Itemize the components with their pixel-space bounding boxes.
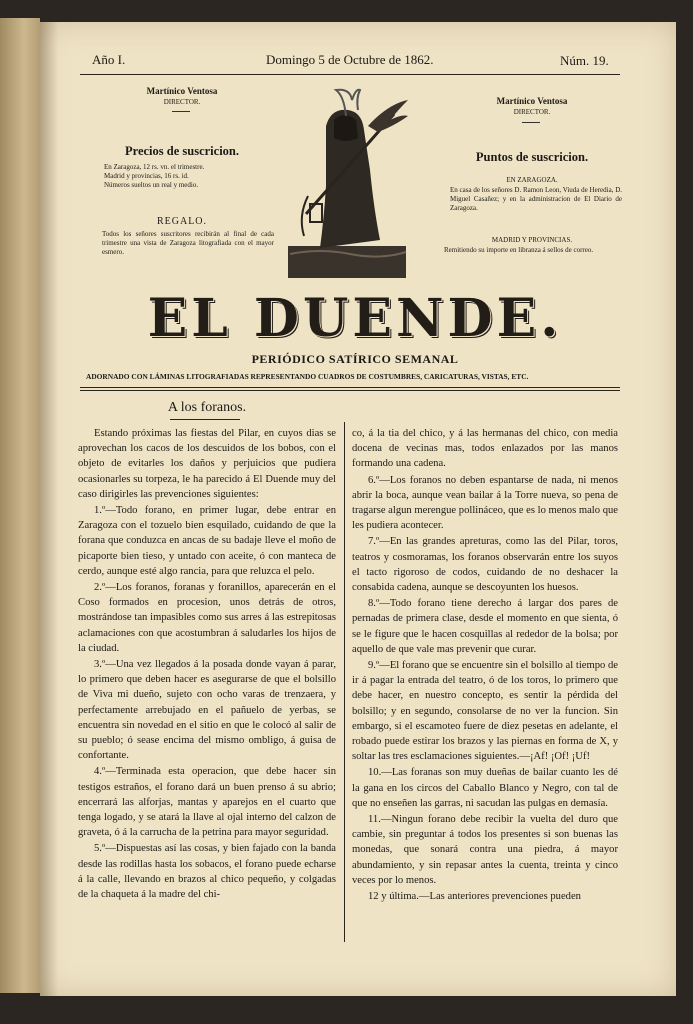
right-divider bbox=[522, 122, 540, 123]
column-divider bbox=[344, 422, 345, 942]
price-line: Números sueltos un real y medio. bbox=[104, 181, 199, 189]
article-paragraph: Estando próximas las fiestas del Pilar, en cuyos dias se aprovechan los cacos de los descuidos de los bobos, con el objeto de evitarles los daños y perjuicios que pudiera ocasionarles su torpeza, le ha parecido á El Duende muy del caso dirigirles las prevenciones siguientes: bbox=[78, 428, 336, 500]
binding-backing bbox=[0, 18, 40, 993]
article-paragraph: 6.º—Los foranos no deben espantarse de nada, ni menos abrir la boca, aunque vean bailar á la Torre nueva, so pena de tragarse algun merengue pollináceo, que es lo menos malo que les pudiera acontecer. bbox=[352, 474, 618, 532]
right-director-name: Martínico Ventosa bbox=[496, 96, 568, 106]
tagline-rule-bottom bbox=[80, 390, 620, 391]
gift-title: REGALO. bbox=[156, 216, 208, 227]
price-line: Madrid y provincias, 16 rs. id. bbox=[104, 172, 189, 180]
article-column-left bbox=[78, 426, 336, 903]
article-paragraph: 7.º—En las grandes apreturas, como las del Pilar, toros, teatros y cosmoramas, los foranos observarán entre los suyos el tacto rigoroso de codos, cuidando de no deshacer la consabida cadena, aunque se descoyunten los huesos. bbox=[352, 536, 618, 594]
newspaper-page bbox=[40, 22, 676, 996]
newspaper-title: EL DUENDE. bbox=[147, 288, 563, 349]
issue-number: Núm. 19. bbox=[560, 53, 609, 68]
article-paragraph: co, á la tia del chico, y á las hermanas del chico, con media docena de vecinas mas, todos enlazados por las manos formando una cadena. bbox=[352, 428, 618, 470]
article-paragraph: 8.º—Todo forano tiene derecho á largar dos pares de pernadas de primera clase, desde el momento en que sienta, ó se le figure que le hacen cosquillas al rededor de la bolsa; por aquello de que vale mas prevenir que curar. bbox=[352, 598, 618, 655]
prices-title: Precios de suscricion. bbox=[125, 144, 239, 158]
newspaper-tagline: ADORNADO CON LÁMINAS LITOGRAFIADAS REPRESENTANDO CUADROS DE COSTUMBRES, CARICATURAS, VISTAS, ETC. bbox=[86, 372, 529, 381]
right-director-role: DIRECTOR. bbox=[513, 108, 551, 116]
left-divider bbox=[172, 111, 190, 112]
article-paragraph: 5.º—Dispuestas así las cosas, y bien fajado con la banda desde las rodillas hasta los sobacos, el forano puede echarse á la calle, llevando en brazos al chico pequeño, y colgadas de la chaqueta á la madre del chi- bbox=[78, 843, 336, 901]
issue-date: Domingo 5 de Octubre de 1862. bbox=[266, 52, 434, 67]
tagline-rule-top bbox=[80, 387, 620, 388]
article-paragraph: 4.º—Terminada esta operacion, que debe hacer sin testigos estraños, el forano dará un buen prenso á su abrio; encerrará las alforjas, mantas y aparejos en el cuarto que tenga logado, y se atará la llave al ojal interno del calzon de graveta, ó á la carrucha de la petrina para mayor seguridad. bbox=[78, 766, 336, 839]
article-paragraph: 10.—Las foranas son muy dueñas de bailar cuanto les dé la gana en los circos del Caballo Blanco y Negro, con tal de que no enseñen las garras, ni sacudan las pulgas en demasía. bbox=[352, 767, 618, 809]
madrid-label: MADRID Y PROVINCIAS. bbox=[491, 236, 573, 244]
heading-rule bbox=[170, 419, 240, 420]
newspaper-subtitle: PERIÓDICO SATÍRICO SEMANAL bbox=[251, 352, 459, 366]
article-paragraph: 2.º—Los foranos, foranas y foranillos, aparecerán en el Coso formados en procesion, unos detrás de otros, mostrándose tan impasibles como sus arres á las estrepitosas aclamaciones con que acostumbran á saludarles los hijos de la ciudad. bbox=[78, 582, 336, 654]
hooded-figure-illustration bbox=[286, 86, 411, 280]
gift-text: Todos los señores suscritores recibirán al final de cada trimestre una vista de Zaragoza litografiada con el mayor esmero. bbox=[102, 230, 274, 256]
price-line: En Zaragoza, 12 rs. vn. el trimestre. bbox=[104, 163, 205, 171]
article-paragraph: 3.º—Una vez llegados á la posada donde vayan á parar, lo primero que deben hacer es asegurarse de que el bolsillo de Viva mi dueño, sujeto con ocho varas de trenzaera, y perfectamente arrebujado en el pañuelo de yerbas, se encuentra sin novedad en el sitio en que le colocó al salir de su pueblo; ó sease encima del mismo ombligo, á guisa de confortante. bbox=[78, 659, 336, 762]
issue-year: Año I. bbox=[92, 52, 126, 67]
points-title: Puntos de suscricion. bbox=[475, 150, 589, 164]
article-paragraph: 12 y última.—Las anteriores prevenciones pueden bbox=[368, 891, 581, 903]
madrid-text: Remitiendo su importe en libranza á sellos de correo. bbox=[444, 246, 594, 254]
article-paragraph: 1.º—Todo forano, en primer lugar, debe entrar en Zaragoza con el tozuelo bien esquilado, cuidando de que la forana que conduzca en ancas de su badaje lleve el moño de picaporte bien tieso, y untado con aceite, ó con manteca de cerdo, aunque esté algo rancia, para que reluzca el pelo. bbox=[78, 505, 336, 577]
zaragoza-text: En casa de los señores D. Ramon Leon, Viuda de Heredia, D. Miguel Casañez; y en la administracion de El Diario de Zaragoza. bbox=[450, 186, 622, 212]
zaragoza-label: EN ZARAGOZA. bbox=[506, 176, 558, 184]
article-heading: A los foranos. bbox=[167, 400, 247, 415]
left-director-role: DIRECTOR. bbox=[163, 98, 201, 106]
article-paragraph: 9.º—El forano que se encuentre sin el bolsillo al tiempo de ir á pagar la entrada del teatro, ó de los toros, lo primero que debe hacer, en nuestro concepto, es sentir la pérdida del bolsillo; y en segundo, consolarse de no ver la funcion. Sin embargo, si el escamoteo fuere de diez pesetas en adelante, el robado puede estirar los brazos y las piernas en forma de X, y soltar las tres esclamaciones siguientes.—¡Af! ¡Of! ¡Uf! bbox=[352, 660, 618, 763]
header-rule bbox=[80, 74, 620, 75]
article-paragraph: 11.—Ningun forano debe recibir la vuelta del duro que cambie, sin preguntar á todos los presentes si son buenas las monedas, que sonará contra una piedra, á mayor abundamiento, y sin repasar antes la cuenta, treinta y cinco veces por lo menos. bbox=[352, 814, 618, 886]
prices-list bbox=[104, 163, 274, 190]
article-column-right bbox=[352, 426, 618, 905]
left-director-name: Martínico Ventosa bbox=[146, 86, 218, 96]
